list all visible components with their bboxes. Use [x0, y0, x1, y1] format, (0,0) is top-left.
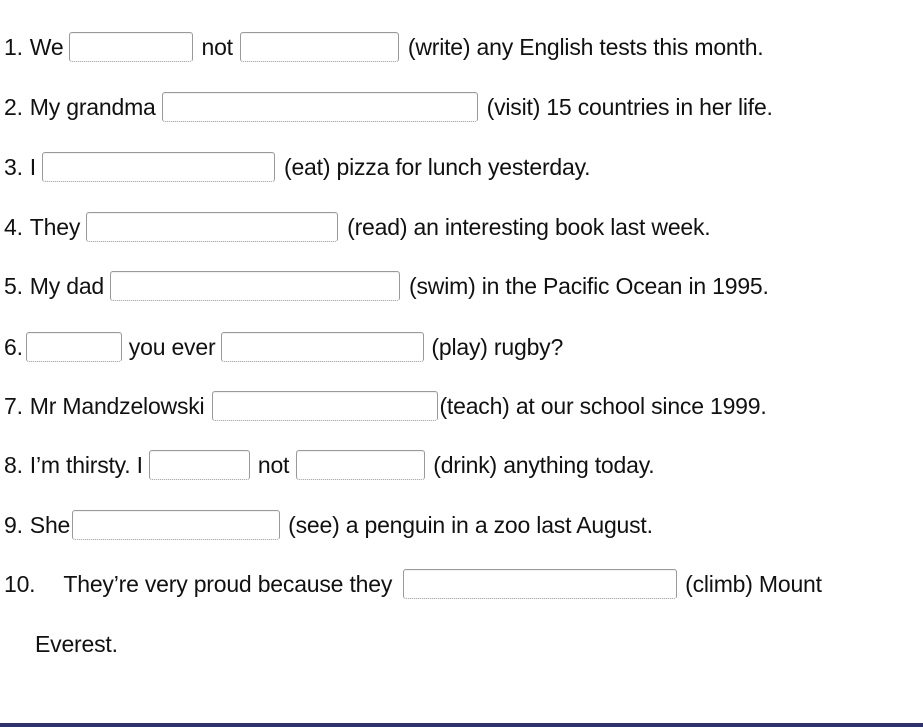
item-verb-prompt: (drink) anything today.	[433, 451, 655, 478]
exercise-item-9	[4, 508, 653, 542]
item-text: I’m thirsty. I	[29, 451, 143, 478]
item-text: My grandma	[29, 93, 156, 120]
answer-blank[interactable]	[42, 152, 275, 182]
item-verb-prompt: (read) an interesting book last week.	[347, 213, 711, 240]
answer-blank[interactable]	[212, 391, 438, 421]
answer-blank[interactable]	[72, 510, 280, 540]
bottom-divider	[0, 723, 923, 727]
item-verb-prompt: (swim) in the Pacific Ocean in 1995.	[409, 272, 769, 299]
item-text: We	[29, 33, 64, 60]
exercise-item-3	[4, 150, 590, 184]
exercise-item-6	[4, 330, 563, 364]
exercise-item-8	[4, 448, 655, 482]
answer-blank[interactable]	[296, 450, 425, 480]
item-text: She	[29, 511, 71, 538]
exercise-item-10-continuation	[35, 627, 118, 661]
item-text: Mr Mandzelowski	[29, 392, 205, 419]
exercise-item-7	[4, 389, 767, 423]
item-text: not	[257, 451, 290, 478]
exercise-item-1	[4, 30, 763, 64]
item-number: 5.	[4, 272, 23, 299]
answer-blank[interactable]	[221, 332, 424, 362]
item-verb-prompt: (write) any English tests this month.	[407, 33, 764, 60]
item-text: Everest.	[35, 630, 118, 657]
item-verb-prompt: (see) a penguin in a zoo last August.	[288, 511, 653, 538]
exercise-item-5	[4, 269, 769, 303]
answer-blank[interactable]	[69, 32, 193, 62]
answer-blank[interactable]	[26, 332, 122, 362]
item-number: 8.	[4, 451, 23, 478]
exercise-item-4	[4, 210, 711, 244]
item-text: I	[29, 153, 36, 180]
item-verb-prompt: (teach) at our school since 1999.	[439, 392, 767, 419]
item-number: 2.	[4, 93, 23, 120]
answer-blank[interactable]	[110, 271, 400, 301]
item-text: They’re very proud because they	[63, 570, 393, 597]
item-verb-prompt: (play) rugby?	[431, 333, 564, 360]
answer-blank[interactable]	[86, 212, 338, 242]
item-number: 4.	[4, 213, 23, 240]
item-number: 3.	[4, 153, 23, 180]
answer-blank[interactable]	[403, 569, 677, 599]
item-number: 1.	[4, 33, 23, 60]
item-verb-prompt: (visit) 15 countries in her life.	[486, 93, 773, 120]
item-verb-prompt: (climb) Mount	[685, 570, 822, 597]
exercise-item-10	[4, 567, 822, 601]
item-text: My dad	[29, 272, 105, 299]
item-number: 10.	[4, 570, 36, 597]
answer-blank[interactable]	[149, 450, 250, 480]
item-text: They	[29, 213, 81, 240]
answer-blank[interactable]	[162, 92, 478, 122]
item-number: 9.	[4, 511, 23, 538]
item-number: 6.	[4, 333, 23, 360]
item-verb-prompt: (eat) pizza for lunch yesterday.	[284, 153, 591, 180]
item-text: not	[201, 33, 233, 60]
item-text: you ever	[128, 333, 216, 360]
exercise-item-2	[4, 90, 773, 124]
item-number: 7.	[4, 392, 23, 419]
answer-blank[interactable]	[240, 32, 399, 62]
